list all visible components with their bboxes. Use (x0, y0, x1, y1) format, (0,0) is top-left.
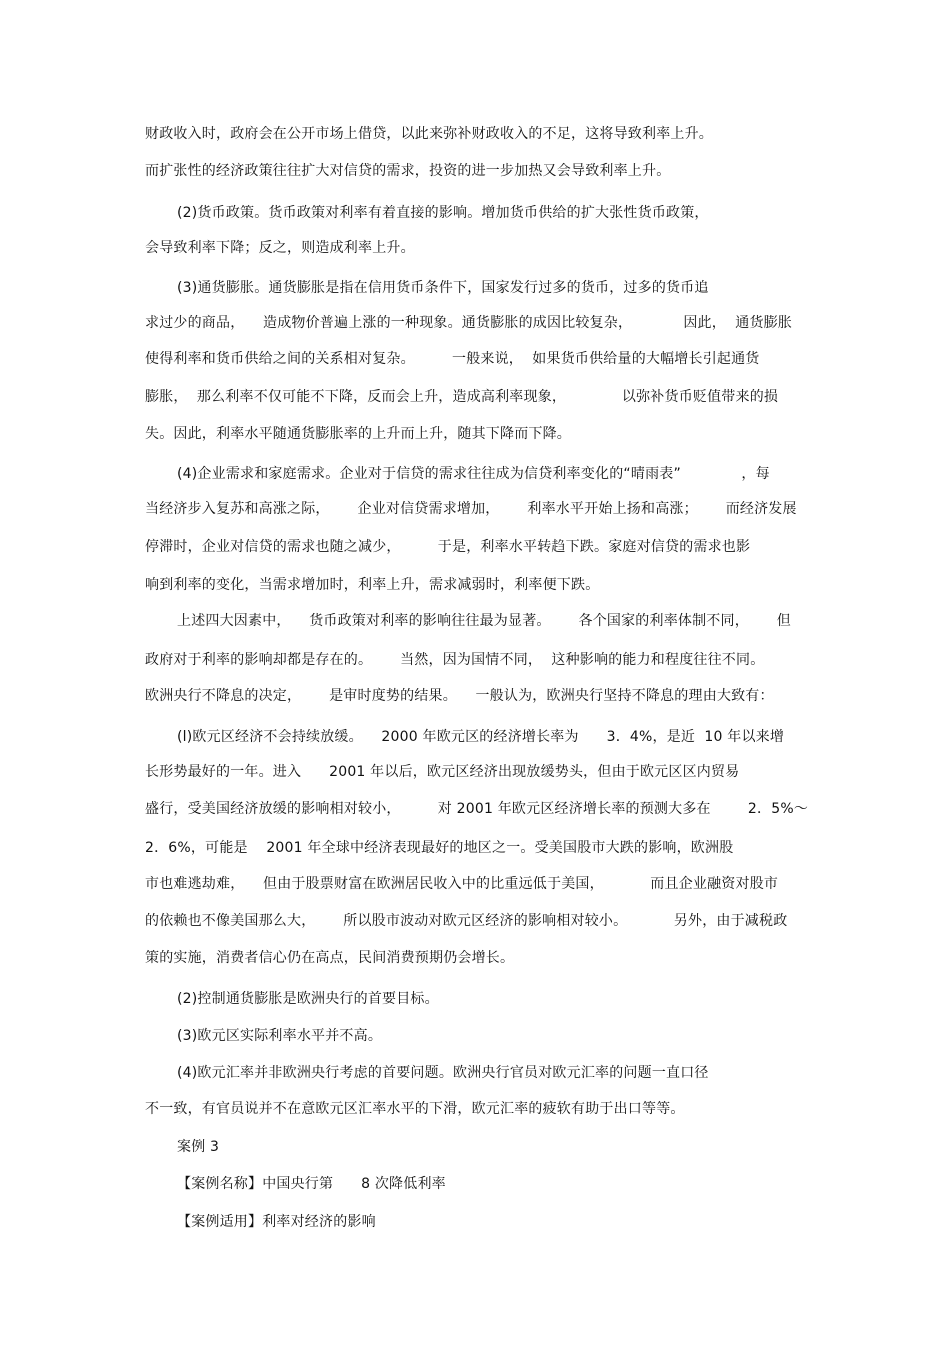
text-line: 当经济步入复苏和高涨之际， 企业对信贷需求增加， 利率水平开始上扬和高涨； 而经济发展 (145, 501, 797, 517)
text-line: 策的实施，消费者信心仍在高点，民间消费预期仍会增长。 (145, 950, 515, 966)
text-line: 上述四大因素中， 货币政策对利率的影响往往最为显著。 各个国家的利率体制不同， 但 (177, 613, 792, 629)
text-line: 【案例适用】利率对经济的影响 (177, 1214, 376, 1230)
text-line: 使得利率和货币供给之间的关系相对复杂。 一般来说， 如果货币供给量的大幅增长引起通货 (145, 351, 760, 367)
text-line: 盛行，受美国经济放缓的影响相对较小， 对 2001 年欧元区经济增长率的预测大多在 2．5%～ (145, 801, 809, 817)
text-line: 2．6%，可能是 2001 年全球中经济表现最好的地区之一。受美国股市大跌的影响，欧洲股 (145, 840, 734, 856)
text-line: 政府对于利率的影响却都是存在的。 当然，因为国情不同， 这种影响的能力和程度往往不同。 (145, 652, 765, 668)
text-line: 不一致，有官员说并不在意欧元区汇率水平的下滑，欧元汇率的疲软有助于出口等等。 (145, 1101, 685, 1117)
text-line: 膨胀， 那么利率不仅可能不下降，反而会上升，造成高利率现象， 以弥补货币贬值带来的损 (145, 389, 779, 405)
text-line: 响到利率的变化，当需求增加时，利率上升，需求减弱时，利率便下跌。 (145, 577, 600, 593)
text-line: (3)欧元区实际利率水平并不高。 (177, 1028, 383, 1044)
text-line: 长形势最好的一年。进入 2001 年以后，欧元区经济出现放缓势头，但由于欧元区区内贸易 (145, 764, 740, 780)
text-line: (2)控制通货膨胀是欧洲央行的首要目标。 (177, 991, 439, 1007)
text-line: 【案例名称】中国央行第 8 次降低利率 (177, 1176, 446, 1192)
text-line: 停滞时，企业对信贷的需求也随之减少， 于是，利率水平转趋下跌。家庭对信贷的需求也影 (145, 539, 751, 555)
text-line: (2)货币政策。货币政策对利率有着直接的影响。增加货币供给的扩大张性货币政策， (177, 205, 709, 221)
text-line: (l)欧元区经济不会持续放缓。 2000 年欧元区的经济增长率为 3．4%，是近 10 年以来增 (177, 729, 785, 745)
text-line: 财政收入时，政府会在公开市场上借贷，以此来弥补财政收入的不足，这将导致利率上升。 (145, 126, 713, 142)
text-line: (3)通货膨胀。通货膨胀是指在信用货币条件下，国家发行过多的货币，过多的货币追 (177, 280, 709, 296)
text-line: 市也难逃劫难， 但由于股票财富在欧洲居民收入中的比重远低于美国， 而且企业融资对股市 (145, 876, 779, 892)
text-line: 而扩张性的经济政策往往扩大对信贷的需求，投资的进一步加热又会导致利率上升。 (145, 163, 671, 179)
text-line: 案例 3 (177, 1139, 220, 1155)
text-line: (4)企业需求和家庭需求。企业对于信贷的需求往往成为信贷利率变化的“晴雨表” ，每 (177, 466, 770, 482)
text-line: (4)欧元汇率并非欧洲央行考虑的首要问题。欧洲央行官员对欧元汇率的问题一直口径 (177, 1065, 709, 1081)
text-line: 欧洲央行不降息的决定， 是审时度势的结果。 一般认为，欧洲央行坚持不降息的理由大致有： (145, 688, 774, 704)
text-line: 失。因此，利率水平随通货膨胀率的上升而上升，随其下降而下降。 (145, 426, 571, 442)
text-line: 的依赖也不像美国那么大， 所以股市波动对欧元区经济的影响相对较小。 另外，由于减税政 (145, 913, 788, 929)
text-line: 求过少的商品， 造成物价普遍上涨的一种现象。通货膨胀的成因比较复杂， 因此， 通货膨胀 (145, 315, 793, 331)
text-line: 会导致利率下降；反之，则造成利率上升。 (145, 240, 415, 256)
